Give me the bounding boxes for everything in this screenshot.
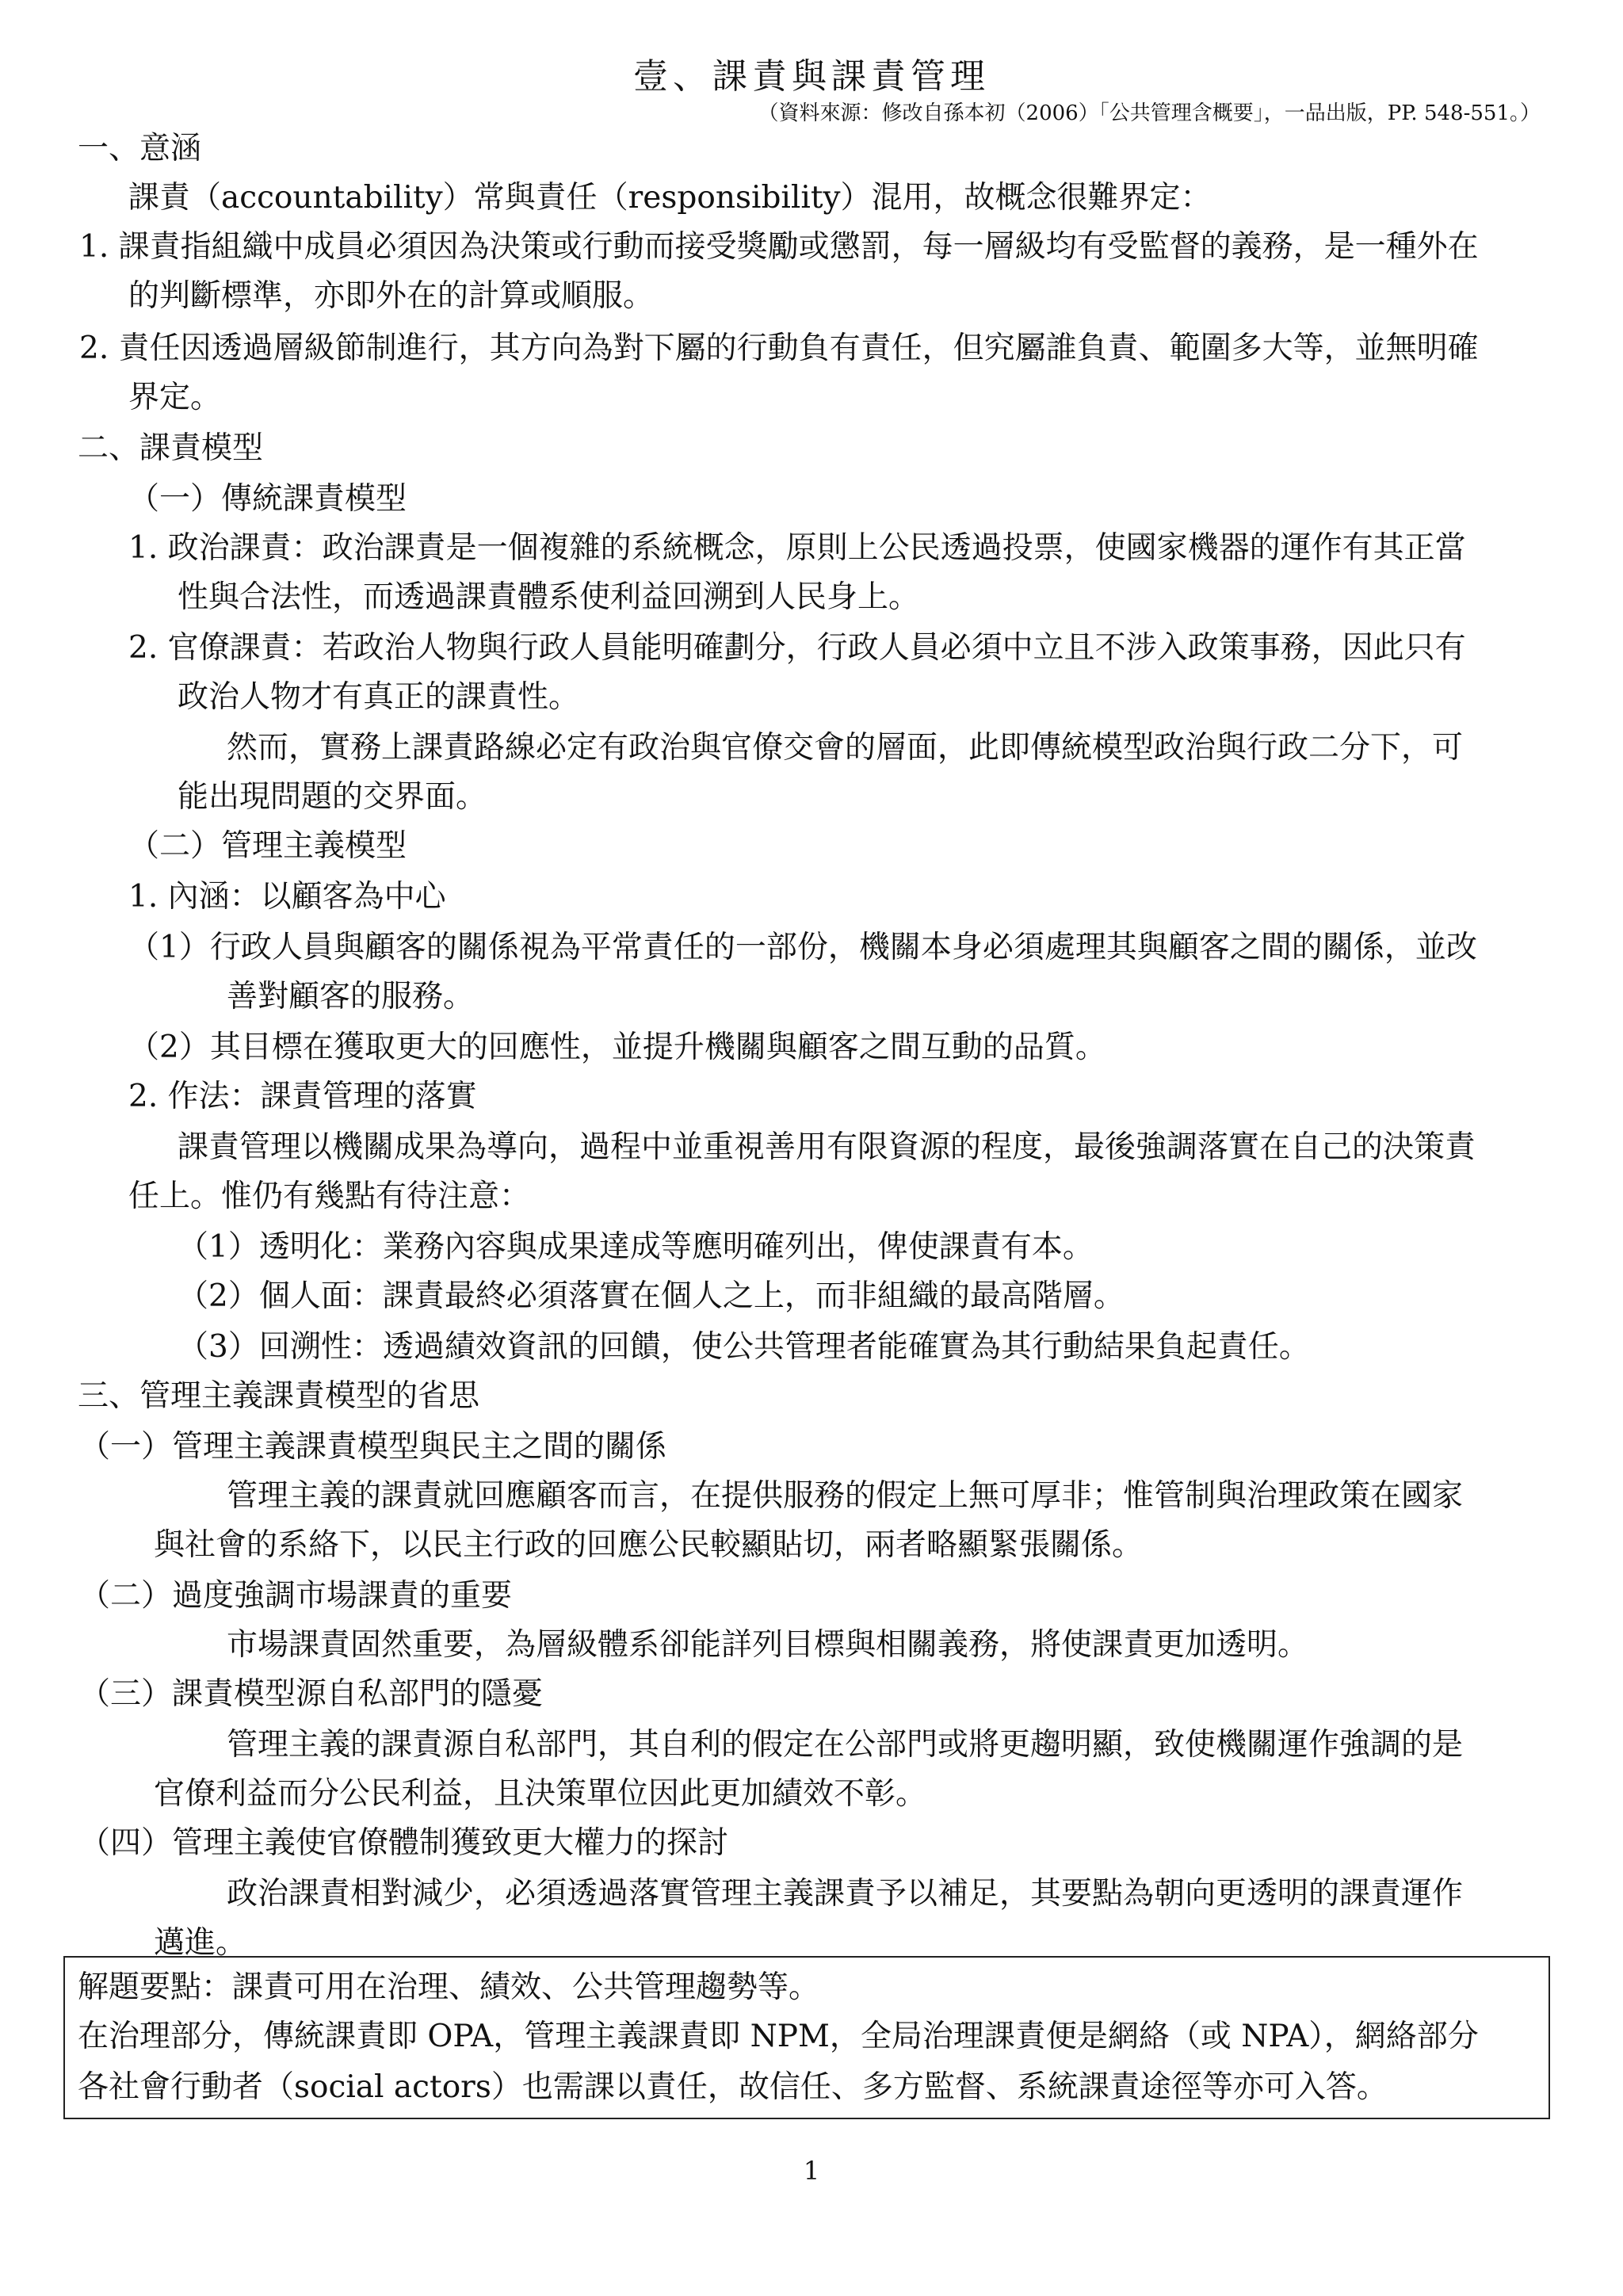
paragraph: 管理主義的課責源自私部門，其自利的假定在公部門或將更趨明顯，致使機關運作強調的是 — [227, 1727, 1464, 1763]
paragraph: 課責（accountability）常與責任（responsibility）混用，故概念很難界定： — [128, 180, 1212, 216]
paragraph-continuation: 任上。惟仍有幾點有待注意： — [128, 1179, 531, 1214]
list-item: 1. 課責指組織中成員必須因為決策或行動而接受獎勵或懲罰，每一層級均有受監督的義務，是一種外在 — [79, 229, 1479, 265]
tips-line: 各社會行動者（social actors）也需課以責任，故信任、多方監督、系統課責途徑等亦可入答。 — [78, 2069, 1388, 2105]
paragraph: 市場課責固然重要，為層級體系卻能詳列目標與相關義務，將使課責更加透明。 — [227, 1627, 1309, 1663]
subsection-heading: （二）過度強調市場課責的重要 — [79, 1578, 513, 1614]
list-item-continuation: 善對顧客的服務。 — [227, 979, 475, 1014]
list-item: 1. 政治課責：政治課責是一個複雜的系統概念，原則上公民透過投票，使國家機器的運作有其正當 — [128, 530, 1466, 566]
paragraph-continuation: 與社會的系絡下，以民主行政的回應公民較顯貼切，兩者略顯緊張關係。 — [154, 1527, 1144, 1563]
list-item-continuation: 的判斷標準，亦即外在的計算或順服。 — [128, 278, 655, 314]
list-item: （3）回溯性：透過績效資訊的回饋，使公共管理者能確實為其行動結果負起責任。 — [178, 1329, 1310, 1365]
tips-line: 在治理部分，傳統課責即 OPA，管理主義課責即 NPM，全局治理課責便是網絡（或 NPA），網絡部分 — [78, 2019, 1479, 2054]
subsection-heading: （一）管理主義課責模型與民主之間的關係 — [79, 1429, 667, 1465]
source-citation: （資料來源：修改自孫本初（2006）「公共管理含概要」，一品出版，PP. 548-551。） — [758, 101, 1541, 125]
section-heading: 二、課責模型 — [78, 430, 264, 466]
section-heading: 一、意涵 — [78, 131, 202, 166]
list-item-continuation: 政治人物才有真正的課責性。 — [178, 679, 580, 715]
paragraph-continuation: 能出現問題的交界面。 — [178, 779, 487, 815]
list-item: （1）行政人員與顧客的關係視為平常責任的一部份，機關本身必須處理其與顧客之間的關係，並改 — [128, 930, 1477, 965]
page-title: 壹、課責與課責管理 — [633, 56, 990, 97]
list-item: 2. 作法：課責管理的落實 — [128, 1079, 477, 1114]
list-item: 2. 官僚課責：若政治人物與行政人員能明確劃分，行政人員必須中立且不涉入政策事務，因此只有 — [128, 630, 1466, 666]
paragraph-continuation: 邁進。 — [154, 1925, 247, 1961]
section-heading: 三、管理主義課責模型的省思 — [78, 1378, 480, 1414]
subsection-heading: （一）傳統課責模型 — [128, 481, 407, 517]
list-item: （2）其目標在獲取更大的回應性，並提升機關與顧客之間互動的品質。 — [128, 1030, 1106, 1065]
paragraph-continuation: 官僚利益而分公民利益，且決策單位因此更加績效不彰。 — [154, 1776, 927, 1812]
paragraph: 課責管理以機關成果為導向，過程中並重視善用有限資源的程度，最後強調落實在自己的決策責 — [178, 1129, 1476, 1165]
page-number: 1 — [803, 2156, 820, 2186]
paragraph: 管理主義的課責就回應顧客而言，在提供服務的假定上無可厚非；惟管制與治理政策在國家 — [227, 1478, 1464, 1514]
subsection-heading: （二）管理主義模型 — [128, 828, 407, 864]
list-item-continuation: 界定。 — [128, 380, 222, 415]
list-item-continuation: 性與合法性，而透過課責體系使利益回溯到人民身上。 — [178, 579, 920, 615]
list-item: 1. 內涵：以顧客為中心 — [128, 879, 446, 915]
paragraph: 然而，實務上課責路線必定有政治與官僚交會的層面，此即傳統模型政治與行政二分下，可 — [227, 730, 1464, 766]
subsection-heading: （三）課責模型源自私部門的隱憂 — [79, 1676, 544, 1712]
list-item: （2）個人面：課責最終必須落實在個人之上，而非組織的最高階層。 — [178, 1278, 1125, 1314]
list-item: （1）透明化：業務內容與成果達成等應明確列出，俾使課責有本。 — [178, 1229, 1094, 1265]
tips-line: 解題要點：課責可用在治理、績效、公共管理趨勢等。 — [78, 1969, 820, 2005]
paragraph: 政治課責相對減少，必須透過落實管理主義課責予以補足，其要點為朝向更透明的課責運作 — [227, 1876, 1464, 1912]
list-item: 2. 責任因透過層級節制進行，其方向為對下屬的行動負有責任，但究屬誰負責、範圍多大等，並無明確 — [79, 330, 1479, 366]
subsection-heading: （四）管理主義使官僚體制獲致更大權力的探討 — [79, 1825, 729, 1861]
